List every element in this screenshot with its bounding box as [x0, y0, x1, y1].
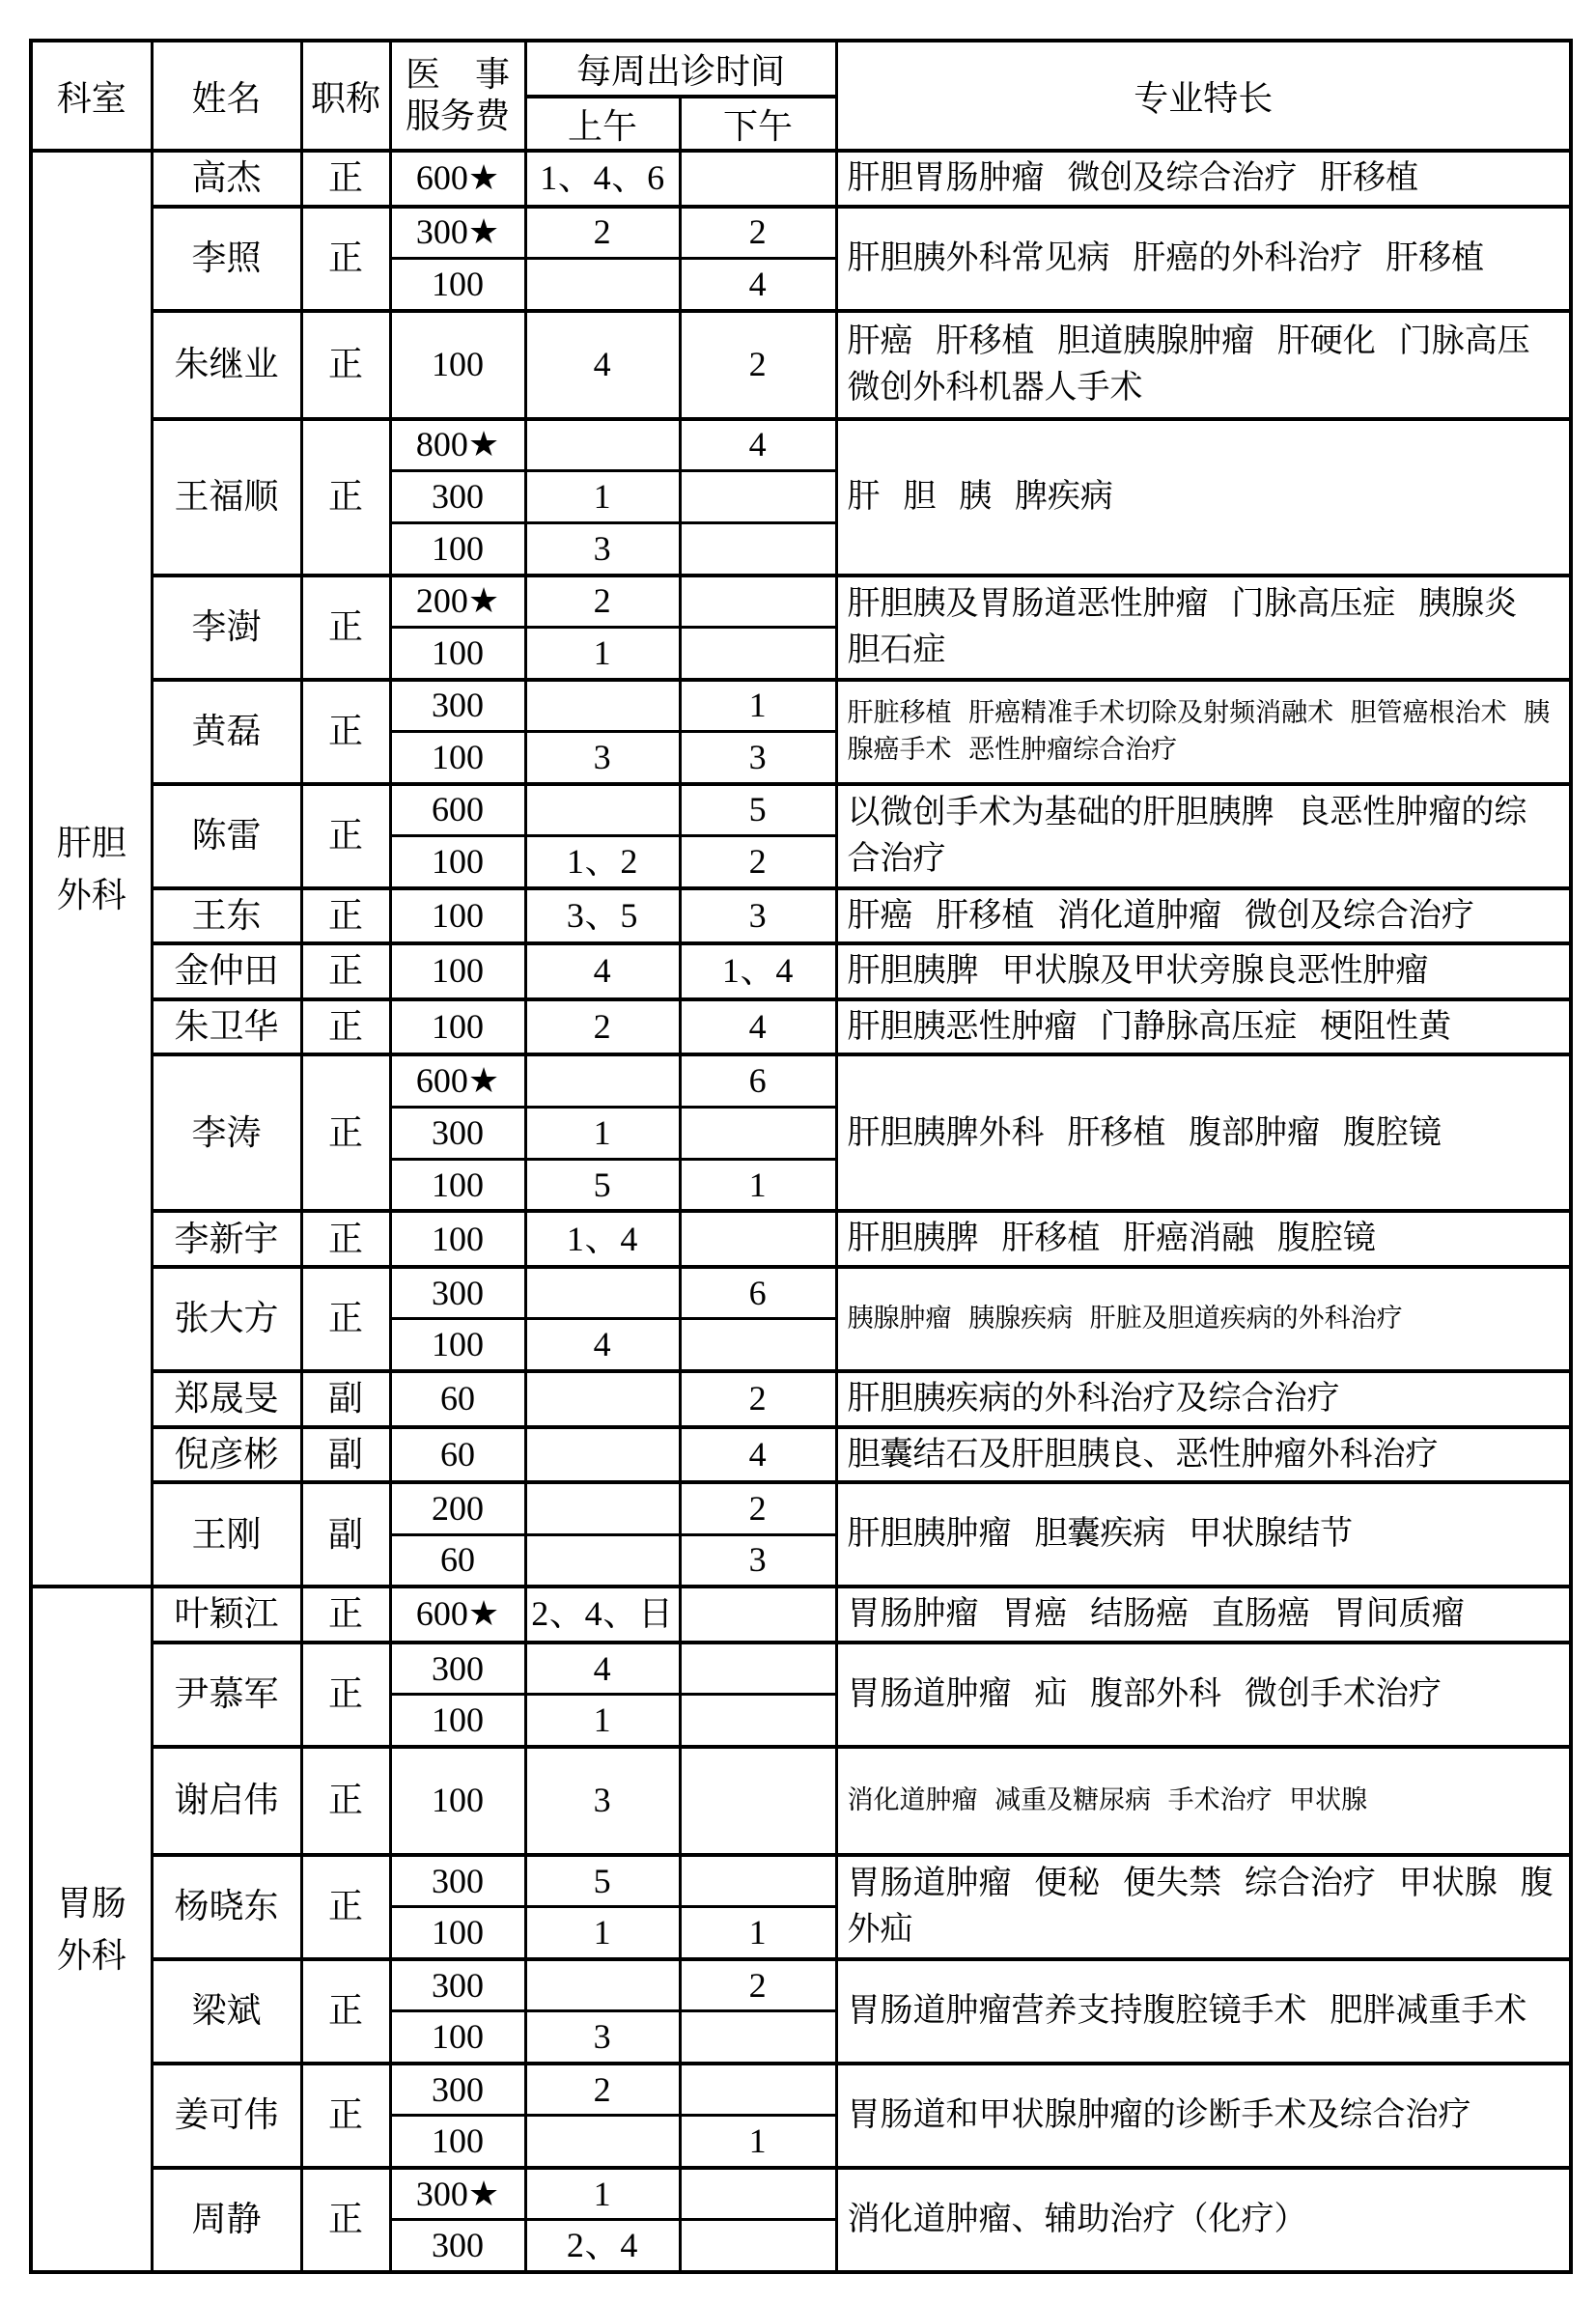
doctor-title: 正	[301, 207, 390, 311]
specialty-text: 肝胆胰及胃肠道恶性肿瘤 门脉高压症 胰腺炎 胆石症	[836, 576, 1571, 680]
header-name: 姓名	[152, 41, 301, 151]
schedule-am: 3、5	[525, 888, 680, 944]
schedule-am	[525, 1267, 680, 1319]
fee-value: 300★	[390, 2168, 525, 2220]
schedule-am	[525, 1054, 680, 1107]
schedule-am: 1	[525, 628, 680, 680]
header-service-fee-line1: 医 事	[405, 54, 510, 94]
schedule-pm: 4	[680, 419, 836, 471]
schedule-am	[525, 1482, 680, 1534]
table-row	[31, 888, 1571, 944]
fee-value: 300	[390, 471, 525, 523]
schedule-am: 2	[525, 576, 680, 628]
table-row	[31, 1054, 1571, 1107]
doctor-schedule-table	[29, 39, 1573, 2274]
fee-value: 300	[390, 2220, 525, 2272]
schedule-am: 2	[525, 207, 680, 259]
fee-value: 600★	[390, 1587, 525, 1643]
specialty-text: 肝胆胰脾外科 肝移植 腹部肿瘤 腹腔镜	[836, 1054, 1571, 1211]
schedule-am: 2、4	[525, 2220, 680, 2272]
doctor-name: 李照	[152, 207, 301, 311]
table-row	[31, 207, 1571, 259]
table-row	[31, 1427, 1571, 1483]
schedule-pm	[680, 1855, 836, 1907]
schedule-am: 1	[525, 2168, 680, 2220]
schedule-pm	[680, 1747, 836, 1855]
schedule-am: 3	[525, 523, 680, 576]
fee-value: 100	[390, 888, 525, 944]
specialty-text: 胰腺肿瘤 胰腺疾病 肝脏及胆道疾病的外科治疗	[836, 1267, 1571, 1371]
doctor-title: 正	[301, 1643, 390, 1747]
table-row	[31, 1855, 1571, 1907]
schedule-am: 4	[525, 943, 680, 999]
schedule-am: 4	[525, 1643, 680, 1695]
header-pm: 下午	[680, 97, 836, 151]
doctor-title: 副	[301, 1371, 390, 1427]
doctor-title: 正	[301, 1267, 390, 1371]
specialty-text: 肝胆胰肿瘤 胆囊疾病 甲状腺结节	[836, 1482, 1571, 1587]
table-row	[31, 1482, 1571, 1534]
specialty-text: 胆囊结石及肝胆胰良、恶性肿瘤外科治疗	[836, 1427, 1571, 1483]
schedule-pm: 4	[680, 1427, 836, 1483]
doctor-title: 正	[301, 151, 390, 207]
schedule-pm: 1	[680, 680, 836, 732]
doctor-name: 梁斌	[152, 1959, 301, 2064]
header-specialty: 专业特长	[836, 41, 1571, 151]
schedule-am: 1、2	[525, 836, 680, 888]
doctor-name: 李新宇	[152, 1211, 301, 1267]
doctor-name: 王福顺	[152, 419, 301, 576]
schedule-am: 3	[525, 2011, 680, 2064]
fee-value: 100	[390, 1695, 525, 1747]
specialty-text: 肝胆胃肠肿瘤 微创及综合治疗 肝移植	[836, 151, 1571, 207]
doctor-name: 金仲田	[152, 943, 301, 999]
schedule-am: 5	[525, 1159, 680, 1211]
schedule-pm	[680, 1211, 836, 1267]
doctor-title: 正	[301, 1959, 390, 2064]
specialty-text: 消化道肿瘤 减重及糖尿病 手术治疗 甲状腺	[836, 1747, 1571, 1855]
doctor-title: 正	[301, 576, 390, 680]
doctor-title: 正	[301, 1747, 390, 1855]
fee-value: 100	[390, 1907, 525, 1959]
fee-value: 200	[390, 1482, 525, 1534]
fee-value: 60	[390, 1427, 525, 1483]
table-row	[31, 1267, 1571, 1319]
schedule-pm	[680, 576, 836, 628]
doctor-name: 陈雷	[152, 784, 301, 888]
fee-value: 100	[390, 523, 525, 576]
doctor-name: 郑晟旻	[152, 1371, 301, 1427]
table-row	[31, 576, 1571, 628]
schedule-am: 5	[525, 1855, 680, 1907]
schedule-am: 2	[525, 999, 680, 1055]
fee-value: 200★	[390, 576, 525, 628]
table-row	[31, 1587, 1571, 1643]
specialty-text: 肝胆胰恶性肿瘤 门静脉高压症 梗阻性黄	[836, 999, 1571, 1055]
specialty-text: 胃肠道和甲状腺肿瘤的诊断手术及综合治疗	[836, 2064, 1571, 2168]
department-cell	[31, 1587, 152, 2272]
fee-value: 100	[390, 836, 525, 888]
table-row	[31, 784, 1571, 836]
schedule-pm: 1	[680, 1159, 836, 1211]
specialty-text: 肝胆胰脾 肝移植 肝癌消融 腹腔镜	[836, 1211, 1571, 1267]
schedule-pm: 1、4	[680, 943, 836, 999]
table-row	[31, 2064, 1571, 2116]
fee-value: 100	[390, 2011, 525, 2064]
table-row	[31, 999, 1571, 1055]
doctor-title: 正	[301, 1211, 390, 1267]
doctor-name: 黄磊	[152, 680, 301, 784]
doctor-name: 王东	[152, 888, 301, 944]
doctor-name: 高杰	[152, 151, 301, 207]
schedule-pm: 3	[680, 1534, 836, 1587]
schedule-am: 1	[525, 1695, 680, 1747]
schedule-pm: 4	[680, 259, 836, 311]
schedule-pm	[680, 1587, 836, 1643]
doctor-name: 李涛	[152, 1054, 301, 1211]
schedule-am: 1、4、6	[525, 151, 680, 207]
schedule-am	[525, 1959, 680, 2011]
table-row	[31, 1959, 1571, 2011]
fee-value: 100	[390, 732, 525, 784]
specialty-text: 以微创手术为基础的肝胆胰脾 良恶性肿瘤的综合治疗	[836, 784, 1571, 888]
department-label: 胃肠外科	[56, 1883, 126, 1975]
fee-value: 100	[390, 1319, 525, 1371]
doctor-name: 王刚	[152, 1482, 301, 1587]
header-service-fee	[390, 41, 525, 151]
schedule-pm	[680, 523, 836, 576]
table-row	[31, 2168, 1571, 2220]
schedule-pm	[680, 2220, 836, 2272]
doctor-title: 正	[301, 888, 390, 944]
fee-value: 100	[390, 1159, 525, 1211]
fee-value: 300	[390, 680, 525, 732]
header-service-fee-line2: 服务费	[405, 97, 510, 135]
department-label: 肝胆外科	[56, 823, 126, 914]
fee-value: 800★	[390, 419, 525, 471]
doctor-name: 朱继业	[152, 311, 301, 419]
specialty-text: 肝胆胰外科常见病 肝癌的外科治疗 肝移植	[836, 207, 1571, 311]
fee-value: 60	[390, 1534, 525, 1587]
schedule-pm: 1	[680, 2116, 836, 2168]
schedule-am	[525, 419, 680, 471]
schedule-pm	[680, 1643, 836, 1695]
schedule-pm	[680, 2064, 836, 2116]
schedule-pm	[680, 628, 836, 680]
doctor-name: 张大方	[152, 1267, 301, 1371]
doctor-title: 正	[301, 1587, 390, 1643]
fee-value: 100	[390, 1211, 525, 1267]
department-cell	[31, 151, 152, 1587]
doctor-title: 正	[301, 2168, 390, 2272]
specialty-text: 胃肠道肿瘤 便秘 便失禁 综合治疗 甲状腺 腹外疝	[836, 1855, 1571, 1959]
specialty-text: 胃肠道肿瘤营养支持腹腔镜手术 肥胖减重手术	[836, 1959, 1571, 2064]
schedule-am	[525, 259, 680, 311]
schedule-am: 2	[525, 2064, 680, 2116]
specialty-text: 肝胆胰疾病的外科治疗及综合治疗	[836, 1371, 1571, 1427]
table-row	[31, 1211, 1571, 1267]
schedule-pm: 4	[680, 999, 836, 1055]
schedule-pm	[680, 2168, 836, 2220]
schedule-am: 3	[525, 1747, 680, 1855]
schedule-am: 1	[525, 1107, 680, 1159]
schedule-pm	[680, 1107, 836, 1159]
doctor-name: 杨晓东	[152, 1855, 301, 1959]
doctor-title: 正	[301, 311, 390, 419]
specialty-text: 肝癌 肝移植 消化道肿瘤 微创及综合治疗	[836, 888, 1571, 944]
schedule-pm	[680, 151, 836, 207]
doctor-title: 正	[301, 1054, 390, 1211]
doctor-name: 李澍	[152, 576, 301, 680]
fee-value: 600★	[390, 1054, 525, 1107]
schedule-pm: 5	[680, 784, 836, 836]
header-weekly-schedule: 每周出诊时间	[525, 41, 836, 97]
specialty-text: 消化道肿瘤、辅助治疗（化疗）	[836, 2168, 1571, 2272]
schedule-am: 1	[525, 471, 680, 523]
fee-value: 100	[390, 2116, 525, 2168]
schedule-pm: 6	[680, 1267, 836, 1319]
schedule-pm: 2	[680, 1482, 836, 1534]
fee-value: 600	[390, 784, 525, 836]
schedule-pm: 2	[680, 311, 836, 419]
doctor-name: 叶颖江	[152, 1587, 301, 1643]
doctor-name: 尹慕军	[152, 1643, 301, 1747]
schedule-pm	[680, 1695, 836, 1747]
schedule-pm: 1	[680, 1907, 836, 1959]
schedule-am: 2、4、日	[525, 1587, 680, 1643]
table-row	[31, 1643, 1571, 1695]
schedule-pm: 2	[680, 836, 836, 888]
header-title: 职称	[301, 41, 390, 151]
fee-value: 100	[390, 1747, 525, 1855]
schedule-pm: 2	[680, 207, 836, 259]
header-am: 上午	[525, 97, 680, 151]
doctor-title: 正	[301, 419, 390, 576]
doctor-name: 周静	[152, 2168, 301, 2272]
fee-value: 300	[390, 1855, 525, 1907]
schedule-am: 3	[525, 732, 680, 784]
schedule-am: 4	[525, 311, 680, 419]
fee-value: 300★	[390, 207, 525, 259]
specialty-text: 胃肠道肿瘤 疝 腹部外科 微创手术治疗	[836, 1643, 1571, 1747]
schedule-pm	[680, 471, 836, 523]
fee-value: 100	[390, 311, 525, 419]
schedule-am	[525, 1534, 680, 1587]
doctor-name: 朱卫华	[152, 999, 301, 1055]
doctor-title: 正	[301, 2064, 390, 2168]
doctor-title: 副	[301, 1482, 390, 1587]
schedule-pm: 3	[680, 888, 836, 944]
table-header	[31, 41, 1571, 151]
doctor-title: 正	[301, 680, 390, 784]
specialty-text: 肝脏移植 肝癌精准手术切除及射频消融术 胆管癌根治术 胰腺癌手术 恶性肿瘤综合治疗	[836, 680, 1571, 784]
specialty-text: 胃肠肿瘤 胃癌 结肠癌 直肠癌 胃间质瘤	[836, 1587, 1571, 1643]
doctor-title: 正	[301, 999, 390, 1055]
table-row	[31, 151, 1571, 207]
fee-value: 60	[390, 1371, 525, 1427]
schedule-am: 1	[525, 1907, 680, 1959]
schedule-pm	[680, 1319, 836, 1371]
schedule-am	[525, 1427, 680, 1483]
specialty-text: 肝胆胰脾 甲状腺及甲状旁腺良恶性肿瘤	[836, 943, 1571, 999]
header-department: 科室	[31, 41, 152, 151]
table-body	[31, 151, 1571, 2272]
schedule-am: 1、4	[525, 1211, 680, 1267]
fee-value: 300	[390, 2064, 525, 2116]
doctor-name: 谢启伟	[152, 1747, 301, 1855]
doctor-title: 正	[301, 1855, 390, 1959]
doctor-name: 姜可伟	[152, 2064, 301, 2168]
fee-value: 100	[390, 999, 525, 1055]
fee-value: 100	[390, 628, 525, 680]
schedule-am	[525, 1371, 680, 1427]
table-row	[31, 1371, 1571, 1427]
schedule-am: 4	[525, 1319, 680, 1371]
table-row	[31, 943, 1571, 999]
fee-value: 300	[390, 1267, 525, 1319]
table-row	[31, 419, 1571, 471]
schedule-pm: 6	[680, 1054, 836, 1107]
table-row	[31, 680, 1571, 732]
doctor-title: 正	[301, 943, 390, 999]
schedule-am	[525, 784, 680, 836]
specialty-text: 肝 胆 胰 脾疾病	[836, 419, 1571, 576]
schedule-pm: 2	[680, 1371, 836, 1427]
fee-value: 300	[390, 1107, 525, 1159]
schedule-pm: 3	[680, 732, 836, 784]
fee-value: 100	[390, 259, 525, 311]
fee-value: 600★	[390, 151, 525, 207]
doctor-title: 副	[301, 1427, 390, 1483]
doctor-title: 正	[301, 784, 390, 888]
doctor-name: 倪彦彬	[152, 1427, 301, 1483]
schedule-pm	[680, 2011, 836, 2064]
table-row	[31, 1747, 1571, 1855]
fee-value: 300	[390, 1959, 525, 2011]
specialty-text: 肝癌 肝移植 胆道胰腺肿瘤 肝硬化 门脉高压微创外科机器人手术	[836, 311, 1571, 419]
schedule-am	[525, 2116, 680, 2168]
table-row	[31, 311, 1571, 419]
fee-value: 100	[390, 943, 525, 999]
schedule-am	[525, 680, 680, 732]
schedule-pm: 2	[680, 1959, 836, 2011]
fee-value: 300	[390, 1643, 525, 1695]
